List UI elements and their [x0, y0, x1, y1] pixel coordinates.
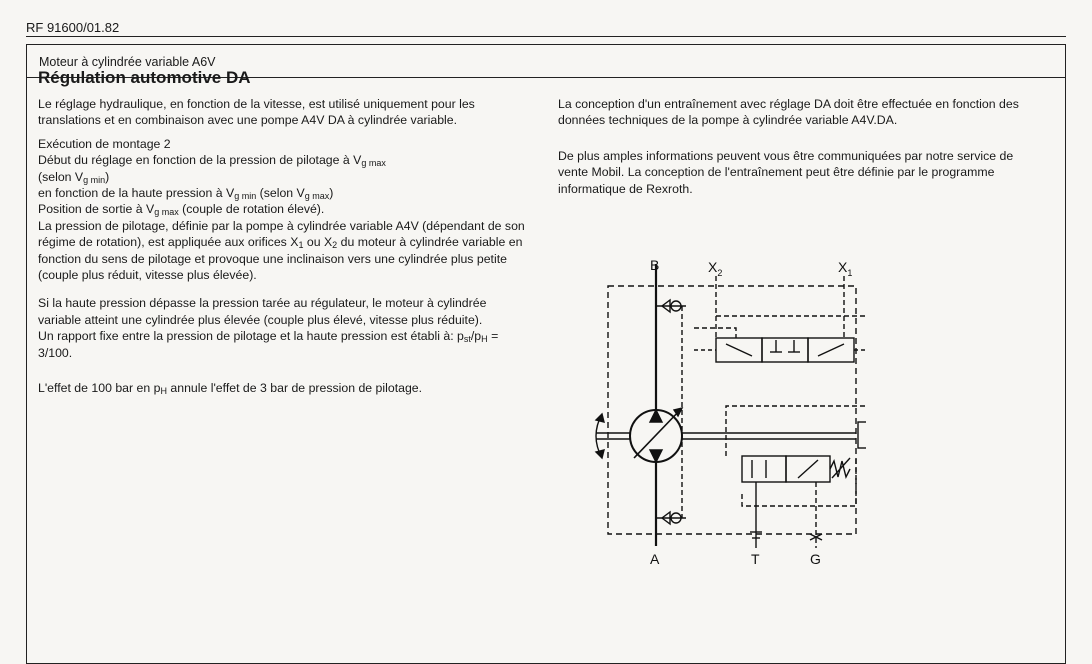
mounting-line-3: en fonction de la haute pression à $V_{g min}$ (selon $V_{g max}$): [38, 186, 334, 202]
label-port-g: G: [810, 551, 821, 567]
motor-arrow-up: [650, 410, 662, 422]
mounting-line-5: La pression de pilotage, définie par la pompe à cylindrée variable A4V (dépendant de son régime de rotation), est appliquée aux orifices $X_1$ ou $X_2$ du moteur à cylindrée variable en fonction du sens de pilotage et provoque une inclinaison vers une cylindrée plus petite (couple plus réduit, vitesse plus élevée).: [38, 218, 525, 283]
label-port-b: B: [650, 257, 660, 273]
pressure-valve: [742, 456, 786, 482]
paragraph-high-pressure: Si la haute pression dépasse la pression tarée au régulateur, le moteur à cylindrée variable atteint une cylindrée plus élevée (couple plus élevé, vitesse plus réduite).: [38, 296, 487, 327]
page-subtitle: Moteur à cylindrée variable A6V: [39, 55, 216, 69]
hydraulic-schematic: [566, 256, 866, 586]
paragraph-ratio: Un rapport fixe entre la pression de pilotage et la haute pression est établi à: $p_{st}/p_H = 3/100$.: [38, 329, 499, 360]
servo-cylinder: [858, 422, 866, 448]
paragraph-info: De plus amples informations peuvent vous être communiquées par notre service de vente Mobil. La conception de l'entraînement peut être définie par le programme informatique de Rexroth.: [558, 148, 1014, 196]
left-column: [38, 96, 528, 404]
section-title: Régulation automotive DA: [38, 68, 251, 87]
paragraph-design: La conception d'un entraînement avec réglage DA doit être effectuée en fonction des données techniques de la pompe à cylindrée variable A4V.DA.: [558, 97, 1019, 128]
label-port-x2: $X_2$: [708, 259, 723, 278]
paragraph-intro: Le réglage hydraulique, en fonction de la vitesse, est utilisé uniquement pour les translations et en combinaison avec une pompe A4V DA à cylindrée variable.: [38, 97, 475, 128]
housing-outline: [608, 286, 856, 534]
mounting-line-4: Position de sortie à $V_{g max}$ (couple de rotation élevé).: [38, 202, 325, 218]
paragraph-mounting: [38, 136, 528, 284]
label-port-x1: $X_1$: [838, 259, 853, 278]
label-port-a: A: [650, 551, 660, 567]
header-rule: [26, 36, 1066, 37]
motor-arrow-down: [650, 450, 662, 462]
right-column: [558, 96, 1028, 204]
paragraph-effect: L'effet de 100 bar en $p_H$ annule l'effet de 3 bar de pression de pilotage.: [38, 381, 423, 397]
doc-reference: RF 91600/01.82: [26, 20, 120, 35]
mounting-line-1: Début du réglage en fonction de la pression de pilotage à $V_{g max}$: [38, 153, 386, 169]
mounting-line-2: (selon $V_{g min}$): [38, 169, 110, 185]
mounting-heading: Exécution de montage 2: [38, 136, 171, 151]
label-port-t: T: [751, 551, 760, 567]
